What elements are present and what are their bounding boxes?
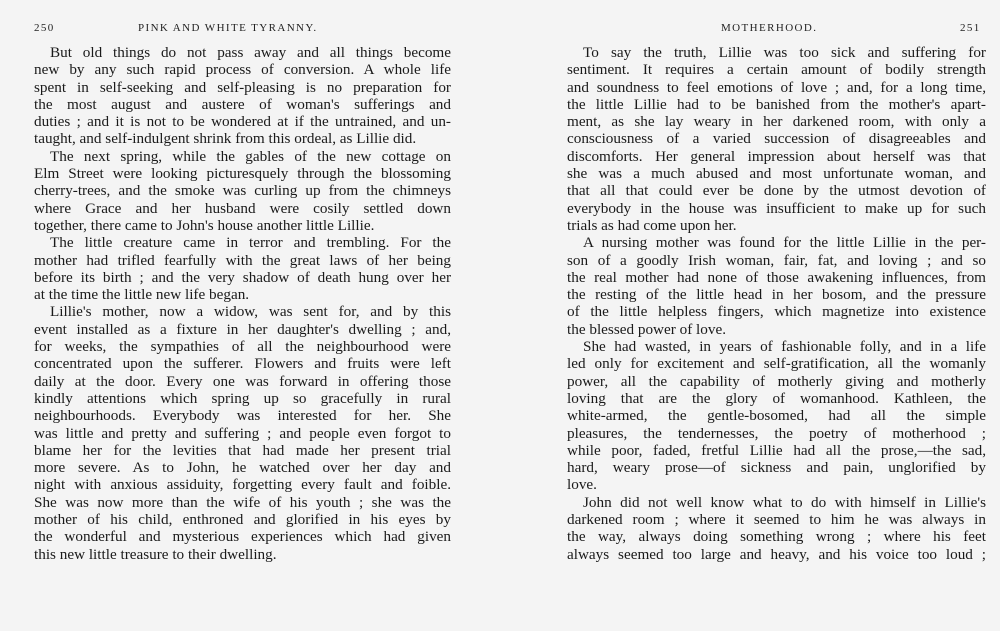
text-line (567, 407, 986, 424)
text-line-content: She was now more than the wife of his youth ; she was the (34, 493, 451, 511)
text-line (567, 148, 986, 165)
text-line (34, 321, 451, 338)
text-line (34, 113, 451, 130)
text-line-content: She had wasted, in years of fashionable folly, and in a life (583, 338, 986, 356)
text-line-content: son of a goodly Irish woman, fair, fat, and loving ; and so (567, 251, 986, 269)
text-line (567, 234, 986, 251)
text-line (567, 269, 986, 286)
text-line (567, 321, 986, 338)
text-line-content: led only for excitement and self-gratification, all the womanly (567, 355, 986, 373)
text-line-content: spent in self-seeking and self-pleasing is no preparation for (34, 78, 451, 96)
text-line-content: at the time the little new life began. (34, 286, 250, 304)
text-line-content: together, there came to John's house another little Lillie. (34, 216, 375, 234)
text-line (567, 217, 986, 234)
text-line-content: love. (567, 476, 597, 494)
text-line-content: But old things do not pass away and all things become (50, 44, 451, 61)
text-line (34, 476, 451, 493)
text-line-content: the wonderful and mysterious experiences which had given (34, 528, 451, 546)
text-line-content: discomforts. Her general impression about herself was that (567, 147, 986, 165)
text-line-content: the way, always doing something wrong ; where his feet (567, 528, 986, 546)
text-line-content: cherry-trees, and the smoke was curling up from the chimneys (34, 182, 451, 200)
text-line (34, 355, 451, 372)
page-body (34, 44, 451, 563)
text-line-content: mother of his child, enthroned and glorified in his eyes by (34, 511, 451, 529)
text-line (567, 200, 986, 217)
text-line-content: daily at the door. Every one was forward in offering those (34, 372, 451, 390)
text-line-content: To say the truth, Lillie was too sick and suffering for (583, 44, 986, 61)
text-line-content: the most august and austere of woman's sufferings and (34, 95, 451, 113)
text-line (34, 407, 451, 424)
text-line-content: pleasures, the tendernesses, the poetry of motherhood ; (567, 424, 986, 442)
text-line-content: the resting of the little head in her bosom, and the pressure (567, 286, 986, 304)
text-line (567, 165, 986, 182)
text-line (34, 79, 451, 96)
text-line-content: where Grace and her husband were cosily settled down (34, 199, 451, 217)
text-line-content: before its birth ; and the very shadow of death hung over her (34, 268, 451, 286)
text-line-content: John did not well know what to do with himself in Lillie's (583, 493, 986, 511)
text-line (567, 303, 986, 320)
text-line-content: duties ; and it is not to be wondered at if the untrained, and un- (34, 113, 451, 131)
text-line (567, 355, 986, 372)
text-line (567, 286, 986, 303)
text-line (34, 511, 451, 528)
text-line (34, 234, 451, 251)
text-line-content: everybody in the house was insufficient to make up for such (567, 199, 986, 217)
text-line (34, 269, 451, 286)
text-line-content: A nursing mother was found for the little Lillie in the per- (583, 234, 986, 252)
text-line (34, 390, 451, 407)
text-line-content: the real mother had none of those awakening influences, from (567, 268, 986, 286)
text-line (34, 286, 451, 303)
text-line (34, 130, 451, 147)
text-line (34, 425, 451, 442)
text-line (34, 442, 451, 459)
text-line-content: blame her for the levities that had made her present trial (34, 441, 451, 459)
text-line (567, 494, 986, 511)
text-line (34, 200, 451, 217)
text-line (567, 61, 986, 78)
text-line (567, 546, 986, 563)
text-line (567, 373, 986, 390)
text-line (567, 390, 986, 407)
text-line (34, 96, 451, 113)
text-line-content: sentiment. It requires a certain amount of bodily strength (567, 61, 986, 79)
running-head-title: MOTHERHOOD. (721, 22, 818, 34)
text-line-content: trials as had come upon her. (567, 216, 737, 234)
text-line-content: The little creature came in terror and trembling. For the (50, 234, 451, 252)
page-number: 250 (34, 22, 55, 34)
text-line (567, 44, 986, 61)
text-line-content: always seemed too large and heavy, and his voice too loud ; (567, 545, 986, 563)
text-line (34, 61, 451, 78)
text-line-content: neighbourhoods. Everybody was interested for her. She (34, 407, 451, 425)
text-line-content: that all that could ever be done by the utmost devotion of (567, 182, 986, 200)
text-line (567, 511, 986, 528)
text-line-content: Elm Street were looking picturesquely through the blossoming (34, 165, 451, 183)
text-line (34, 182, 451, 199)
text-line (34, 546, 451, 563)
text-line (34, 303, 451, 320)
text-line (567, 79, 986, 96)
text-line (34, 44, 451, 61)
text-line (567, 96, 986, 113)
text-line-content: kindly attentions which spring up so gracefully in rural (34, 389, 451, 407)
text-line (567, 476, 986, 493)
page-body (567, 44, 986, 563)
text-line (567, 442, 986, 459)
text-line (567, 459, 986, 476)
text-line (34, 494, 451, 511)
text-line (567, 528, 986, 545)
text-line (34, 459, 451, 476)
text-line-content: the blessed power of love. (567, 320, 727, 338)
running-head-title: PINK AND WHITE TYRANNY. (138, 22, 318, 34)
text-line-content: consciousness of a varied succession of disagreeables and (567, 130, 986, 148)
text-line (567, 182, 986, 199)
text-line-content: night with anxious assiduity, forgetting every fault and foible. (34, 476, 451, 494)
text-line (567, 113, 986, 130)
text-line-content: she was a much abused and most unfortunate woman, and (567, 165, 986, 183)
text-line-content: was little and pretty and suffering ; and people even forgot to (34, 424, 451, 442)
text-line-content: Lillie's mother, now a widow, was sent for, and by this (50, 303, 451, 321)
text-line (34, 217, 451, 234)
text-line (34, 338, 451, 355)
text-line-content: darkened room ; where it seemed to him he was always in (567, 511, 986, 529)
text-line (567, 338, 986, 355)
text-line (567, 130, 986, 147)
text-line (34, 252, 451, 269)
right-page (540, 0, 1000, 631)
text-line-content: while poor, faded, fretful Lillie had all the prose,—the sad, (567, 441, 986, 459)
text-line-content: the little Lillie had to be banished from the mother's apart- (567, 95, 986, 113)
text-line (34, 165, 451, 182)
text-line (34, 528, 451, 545)
page-number: 251 (960, 22, 981, 34)
text-line-content: hard, weary prose—of sickness and pain, unglorified by (567, 459, 986, 477)
text-line-content: mother had trifled fearfully with the great laws of her being (34, 251, 451, 269)
text-line (34, 148, 451, 165)
text-line (567, 425, 986, 442)
text-line-content: for weeks, the sympathies of all the neighbourhood were (34, 338, 451, 356)
text-line-content: taught, and self-indulgent shrink from this ordeal, as Lillie did. (34, 130, 417, 148)
text-line-content: loving that are the glory of womanhood. Kathleen, the (567, 389, 986, 407)
text-line (34, 373, 451, 390)
text-line-content: more severe. As to John, he watched over her day and (34, 459, 451, 477)
text-line-content: and soundness to feel emotions of love ; and, for a long time, (567, 78, 986, 96)
text-line-content: The next spring, while the gables of the new cottage on (50, 147, 451, 165)
text-line-content: concentrated upon the sufferer. Flowers and fruits were left (34, 355, 451, 373)
text-line-content: event installed as a fixture in her daughter's dwelling ; and, (34, 320, 451, 338)
text-line (567, 252, 986, 269)
text-line-content: this new little treasure to their dwelling. (34, 545, 277, 563)
text-line-content: new by any such rapid process of conversion. A whole life (34, 61, 451, 79)
text-line-content: power, all the capability of motherly giving and motherly (567, 372, 986, 390)
text-line-content: of the little helpless fingers, which magnetize into existence (567, 303, 986, 321)
text-line-content: white-armed, the gentle-bosomed, had all the simple (567, 407, 986, 425)
text-line-content: ment, as she lay weary in her darkened room, with only a (567, 113, 986, 131)
